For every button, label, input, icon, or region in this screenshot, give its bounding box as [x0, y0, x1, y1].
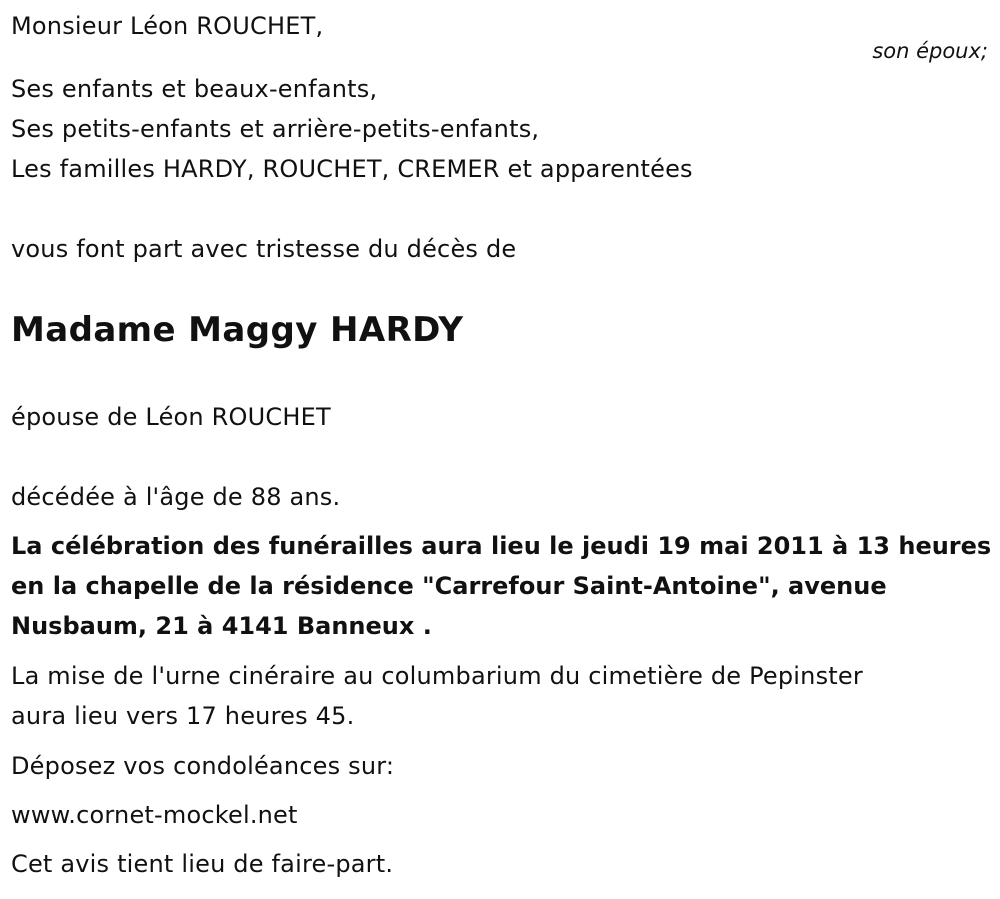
ceremony-details	[11, 526, 996, 646]
ceremony-line: Nusbaum, 21 à 4141 Banneux .	[11, 612, 432, 640]
deceased-name: Madame Maggy HARDY	[11, 310, 464, 350]
spouse-line: épouse de Léon ROUCHET	[11, 403, 331, 431]
age-line: décédée à l'âge de 88 ans.	[11, 483, 341, 511]
husband-line: Monsieur Léon ROUCHET,	[11, 12, 324, 40]
urn-line: La mise de l'urne cinéraire au columbarium du cimetière de Pepinster	[11, 662, 863, 690]
urn-time-line: aura lieu vers 17 heures 45.	[11, 702, 355, 730]
families-line: Les familles HARDY, ROUCHET, CREMER et apparentées	[11, 155, 693, 183]
announcement-line: vous font part avec tristesse du décès de	[11, 235, 517, 263]
husband-relation: son époux;	[872, 39, 988, 63]
ceremony-line: en la chapelle de la résidence "Carrefour Saint-Antoine", avenue	[11, 572, 887, 600]
closing-line: Cet avis tient lieu de faire-part.	[11, 850, 394, 878]
grandchildren-line: Ses petits-enfants et arrière-petits-enfants,	[11, 115, 540, 143]
ceremony-line: La célébration des funérailles aura lieu le jeudi 19 mai 2011 à 13 heures	[11, 532, 992, 560]
condolences-link[interactable]: www.cornet-mockel.net	[11, 801, 298, 829]
condolences-label: Déposez vos condoléances sur:	[11, 752, 395, 780]
children-line: Ses enfants et beaux-enfants,	[11, 75, 378, 103]
